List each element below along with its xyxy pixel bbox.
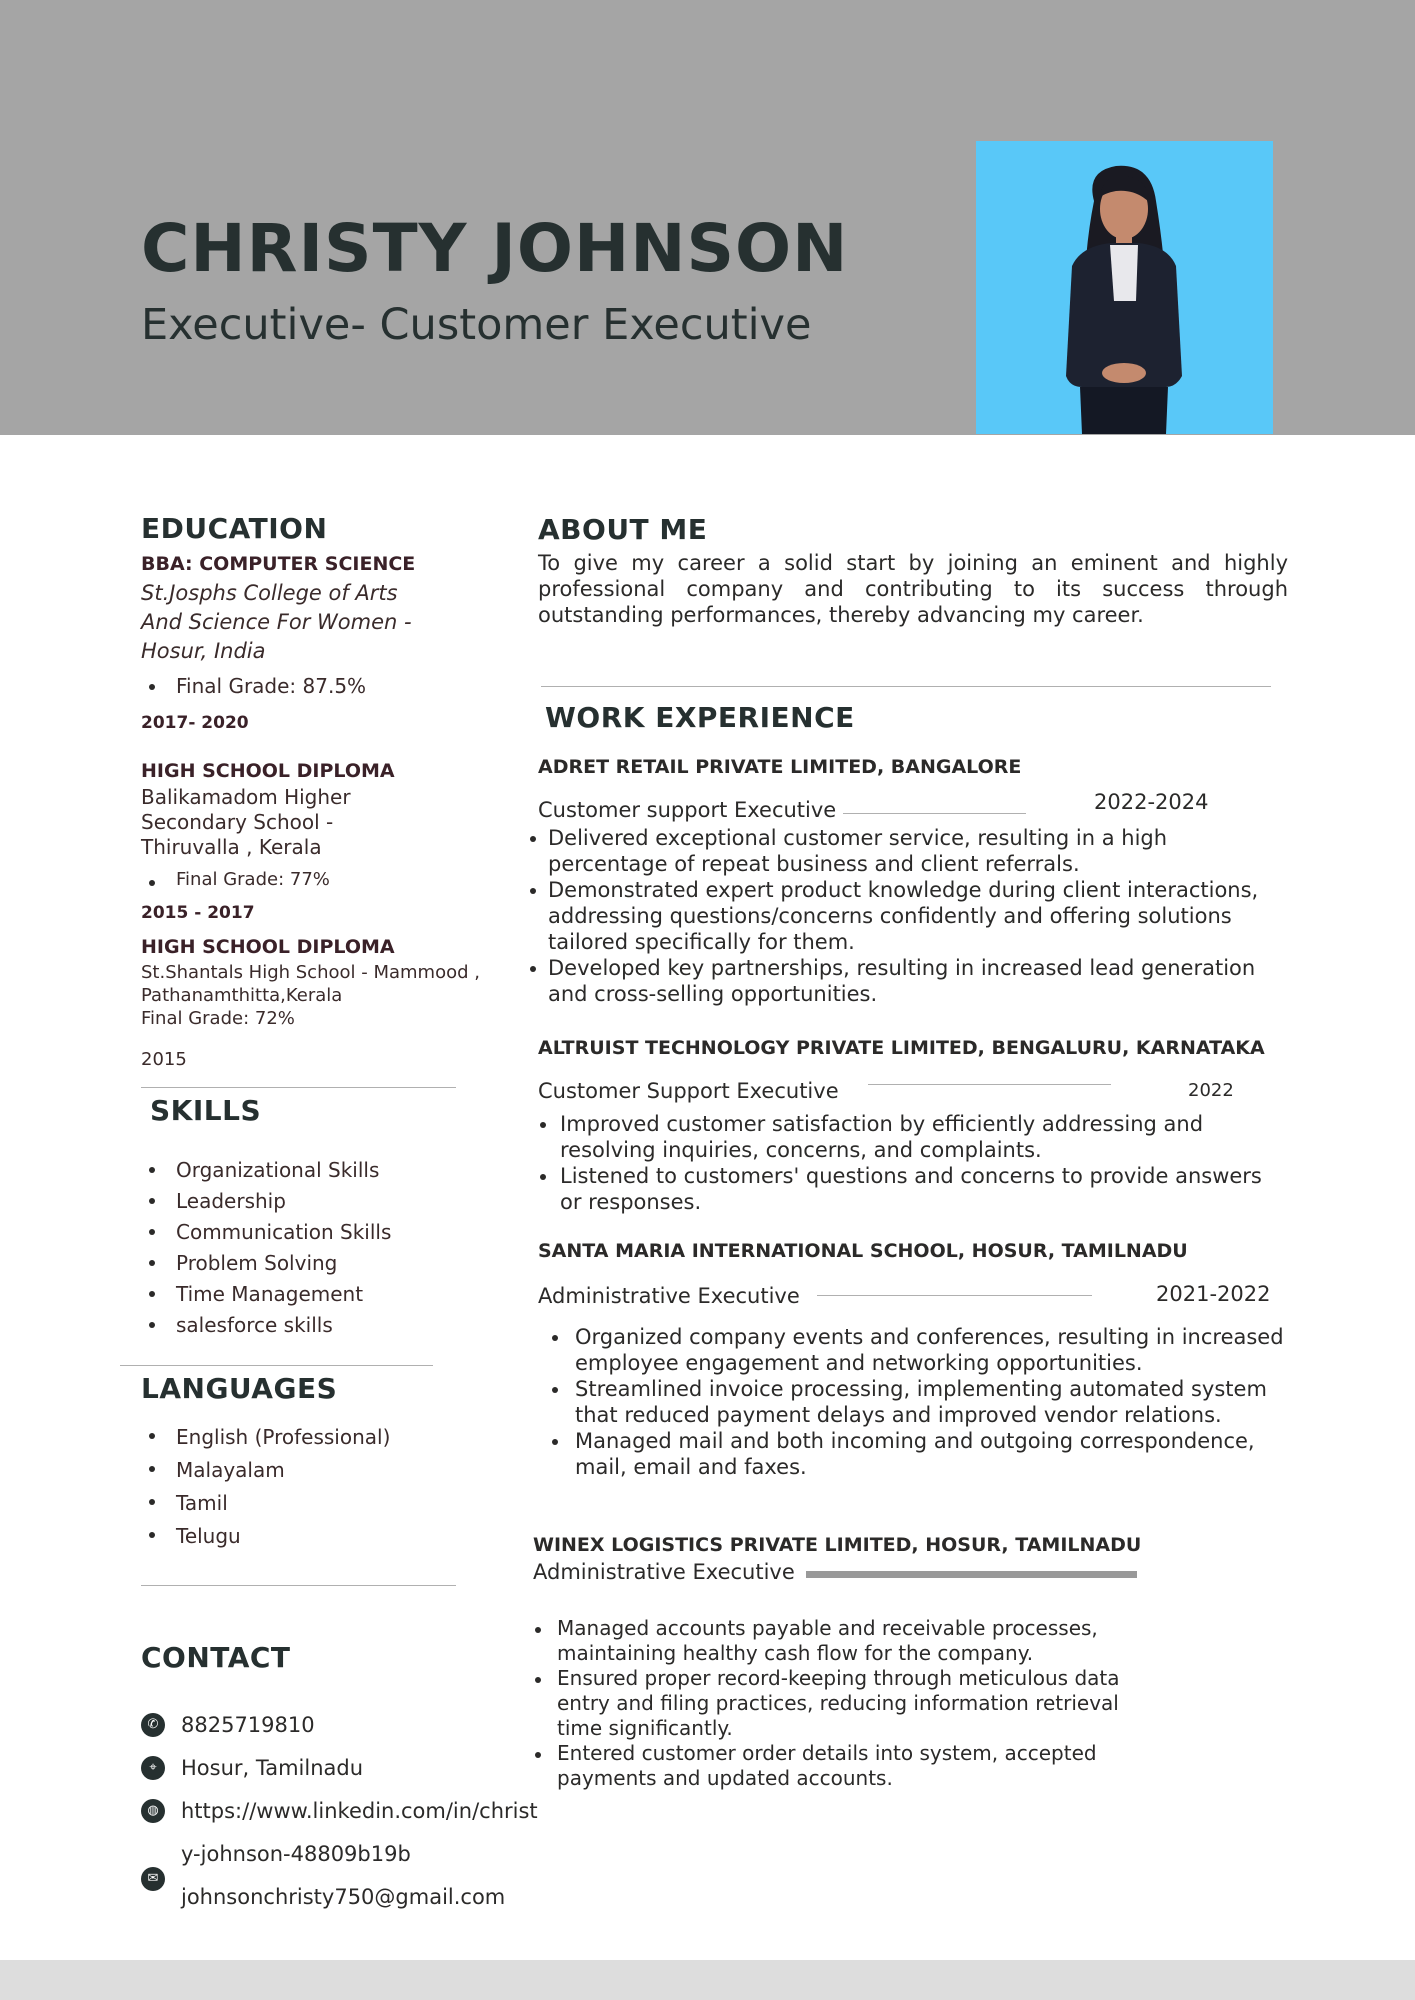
globe-icon: ◍ bbox=[141, 1799, 165, 1823]
job-2-bullets bbox=[538, 1111, 1288, 1215]
job-3-role: Administrative Executive bbox=[538, 1284, 800, 1308]
edu-2-grade-list bbox=[141, 868, 330, 892]
job-3-company: SANTA MARIA INTERNATIONAL SCHOOL, HOSUR, TAMILNADU bbox=[538, 1240, 1188, 1262]
language-item: English (Professional) bbox=[141, 1421, 390, 1454]
language-item: Tamil bbox=[141, 1487, 390, 1520]
education-heading: EDUCATION bbox=[141, 512, 328, 545]
edu-1-degree: BBA: COMPUTER SCIENCE bbox=[141, 553, 416, 575]
edu-1-institution-line: Hosur, India bbox=[141, 639, 266, 663]
edu-2-years: 2015 - 2017 bbox=[141, 903, 255, 923]
candidate-title: Executive- Customer Executive bbox=[141, 300, 812, 350]
skills-heading: SKILLS bbox=[150, 1094, 262, 1127]
contact-heading: CONTACT bbox=[141, 1641, 291, 1674]
job-bullet: Listened to customers' questions and concerns to provide answers or responses. bbox=[538, 1163, 1288, 1215]
edu-2-grade: Final Grade: 77% bbox=[141, 868, 330, 892]
edu-3-institution-line: Pathanamthitta,Kerala bbox=[141, 985, 343, 1006]
job-4-company: WINEX LOGISTICS PRIVATE LIMITED, HOSUR, TAMILNADU bbox=[533, 1534, 1142, 1556]
skills-list bbox=[141, 1155, 391, 1341]
skill-item: Time Management bbox=[141, 1279, 391, 1310]
footer-band bbox=[0, 1960, 1415, 2000]
edu-1-grade: Final Grade: 87.5% bbox=[141, 672, 366, 700]
language-item: Telugu bbox=[141, 1520, 390, 1553]
skill-item: salesforce skills bbox=[141, 1310, 391, 1341]
edu-1-institution-line: And Science For Women - bbox=[141, 610, 412, 634]
job-bullet: Ensured proper record-keeping through meticulous data entry and filing practices, reducing information retrieval time significantly. bbox=[533, 1666, 1133, 1741]
role-divider-bar bbox=[806, 1571, 1137, 1578]
divider bbox=[843, 813, 1026, 814]
email-icon: ✉ bbox=[141, 1867, 165, 1891]
edu-3-institution-line: St.Shantals High School - Mammood , bbox=[141, 962, 480, 983]
about-heading: ABOUT ME bbox=[538, 513, 708, 546]
language-item: Malayalam bbox=[141, 1454, 390, 1487]
skill-item: Leadership bbox=[141, 1186, 391, 1217]
job-bullet: Delivered exceptional customer service, resulting in a high percentage of repeat business and client referrals. bbox=[528, 825, 1273, 877]
job-2-role: Customer Support Executive bbox=[538, 1079, 839, 1103]
edu-1-grade-list bbox=[141, 672, 366, 700]
edu-2-degree: HIGH SCHOOL DIPLOMA bbox=[141, 760, 395, 782]
divider bbox=[141, 1585, 456, 1586]
contact-email[interactable]: johnsonchristy750@gmail.com bbox=[181, 1885, 506, 1909]
location-pin-icon: ⌖ bbox=[141, 1756, 165, 1780]
profile-photo bbox=[976, 141, 1273, 434]
work-heading: WORK EXPERIENCE bbox=[545, 701, 855, 734]
job-bullet: Managed accounts payable and receivable processes, maintaining healthy cash flow for the company. bbox=[533, 1616, 1133, 1666]
job-bullet: Developed key partnerships, resulting in increased lead generation and cross-selling opportunities. bbox=[528, 955, 1273, 1007]
job-1-dates: 2022-2024 bbox=[1094, 790, 1209, 814]
edu-3-degree: HIGH SCHOOL DIPLOMA bbox=[141, 936, 395, 958]
job-4-role: Administrative Executive bbox=[533, 1560, 795, 1584]
contact-linkedin[interactable]: https://www.linkedin.com/in/christ bbox=[181, 1799, 538, 1823]
contact-linkedin-cont[interactable]: y-johnson-48809b19b bbox=[181, 1842, 411, 1866]
edu-2-institution-line: Thiruvalla , Kerala bbox=[141, 835, 322, 859]
job-bullet: Improved customer satisfaction by efficiently addressing and resolving inquiries, concerns, and complaints. bbox=[538, 1111, 1288, 1163]
languages-list bbox=[141, 1421, 390, 1553]
divider bbox=[541, 686, 1271, 687]
edu-2-institution bbox=[141, 785, 351, 860]
edu-2-institution-line: Secondary School - bbox=[141, 810, 334, 834]
job-3-bullets bbox=[550, 1324, 1290, 1480]
job-bullet: Organized company events and conferences, resulting in increased employee engagement and networking opportunities. bbox=[550, 1324, 1290, 1376]
job-3-dates: 2021-2022 bbox=[1156, 1282, 1271, 1306]
job-4-bullets bbox=[533, 1616, 1133, 1791]
job-1-bullets bbox=[528, 825, 1273, 1007]
person-portrait-icon bbox=[976, 141, 1273, 434]
skill-item: Organizational Skills bbox=[141, 1155, 391, 1186]
job-bullet: Demonstrated expert product knowledge during client interactions, addressing questions/concerns confidently and offering solutions tailored specifically for them. bbox=[528, 877, 1273, 955]
edu-1-years: 2017- 2020 bbox=[141, 713, 249, 733]
job-1-role: Customer support Executive bbox=[538, 798, 837, 822]
job-2-dates: 2022 bbox=[1188, 1080, 1234, 1101]
about-text: To give my career a solid start by joining an eminent and highly professional company and contributing to its success through outstanding performances, thereby advancing my career. bbox=[538, 551, 1288, 627]
edu-2-institution-line: Balikamadom Higher bbox=[141, 785, 351, 809]
job-bullet: Streamlined invoice processing, implementing automated system that reduced payment delays and improved vendor relations. bbox=[550, 1376, 1290, 1428]
edu-3-years: 2015 bbox=[141, 1049, 187, 1070]
divider bbox=[868, 1084, 1111, 1085]
edu-1-institution bbox=[141, 579, 412, 666]
divider bbox=[141, 1087, 456, 1088]
contact-location: Hosur, Tamilnadu bbox=[181, 1756, 364, 1780]
edu-3-institution bbox=[141, 961, 480, 1030]
languages-heading: LANGUAGES bbox=[141, 1372, 338, 1405]
skill-item: Communication Skills bbox=[141, 1217, 391, 1248]
candidate-name: CHRISTY JOHNSON bbox=[141, 210, 849, 287]
skill-item: Problem Solving bbox=[141, 1248, 391, 1279]
job-2-company: ALTRUIST TECHNOLOGY PRIVATE LIMITED, BENGALURU, KARNATAKA bbox=[538, 1037, 1265, 1059]
job-bullet: Managed mail and both incoming and outgoing correspondence, mail, email and faxes. bbox=[550, 1428, 1290, 1480]
phone-icon: ✆ bbox=[141, 1713, 165, 1737]
job-bullet: Entered customer order details into system, accepted payments and updated accounts. bbox=[533, 1741, 1133, 1791]
edu-1-institution-line: St.Josphs College of Arts bbox=[141, 581, 398, 605]
contact-phone[interactable]: 8825719810 bbox=[181, 1713, 315, 1737]
divider bbox=[817, 1295, 1092, 1296]
divider bbox=[120, 1365, 433, 1366]
edu-3-grade: Final Grade: 72% bbox=[141, 1008, 295, 1029]
job-1-company: ADRET RETAIL PRIVATE LIMITED, BANGALORE bbox=[538, 756, 1022, 778]
